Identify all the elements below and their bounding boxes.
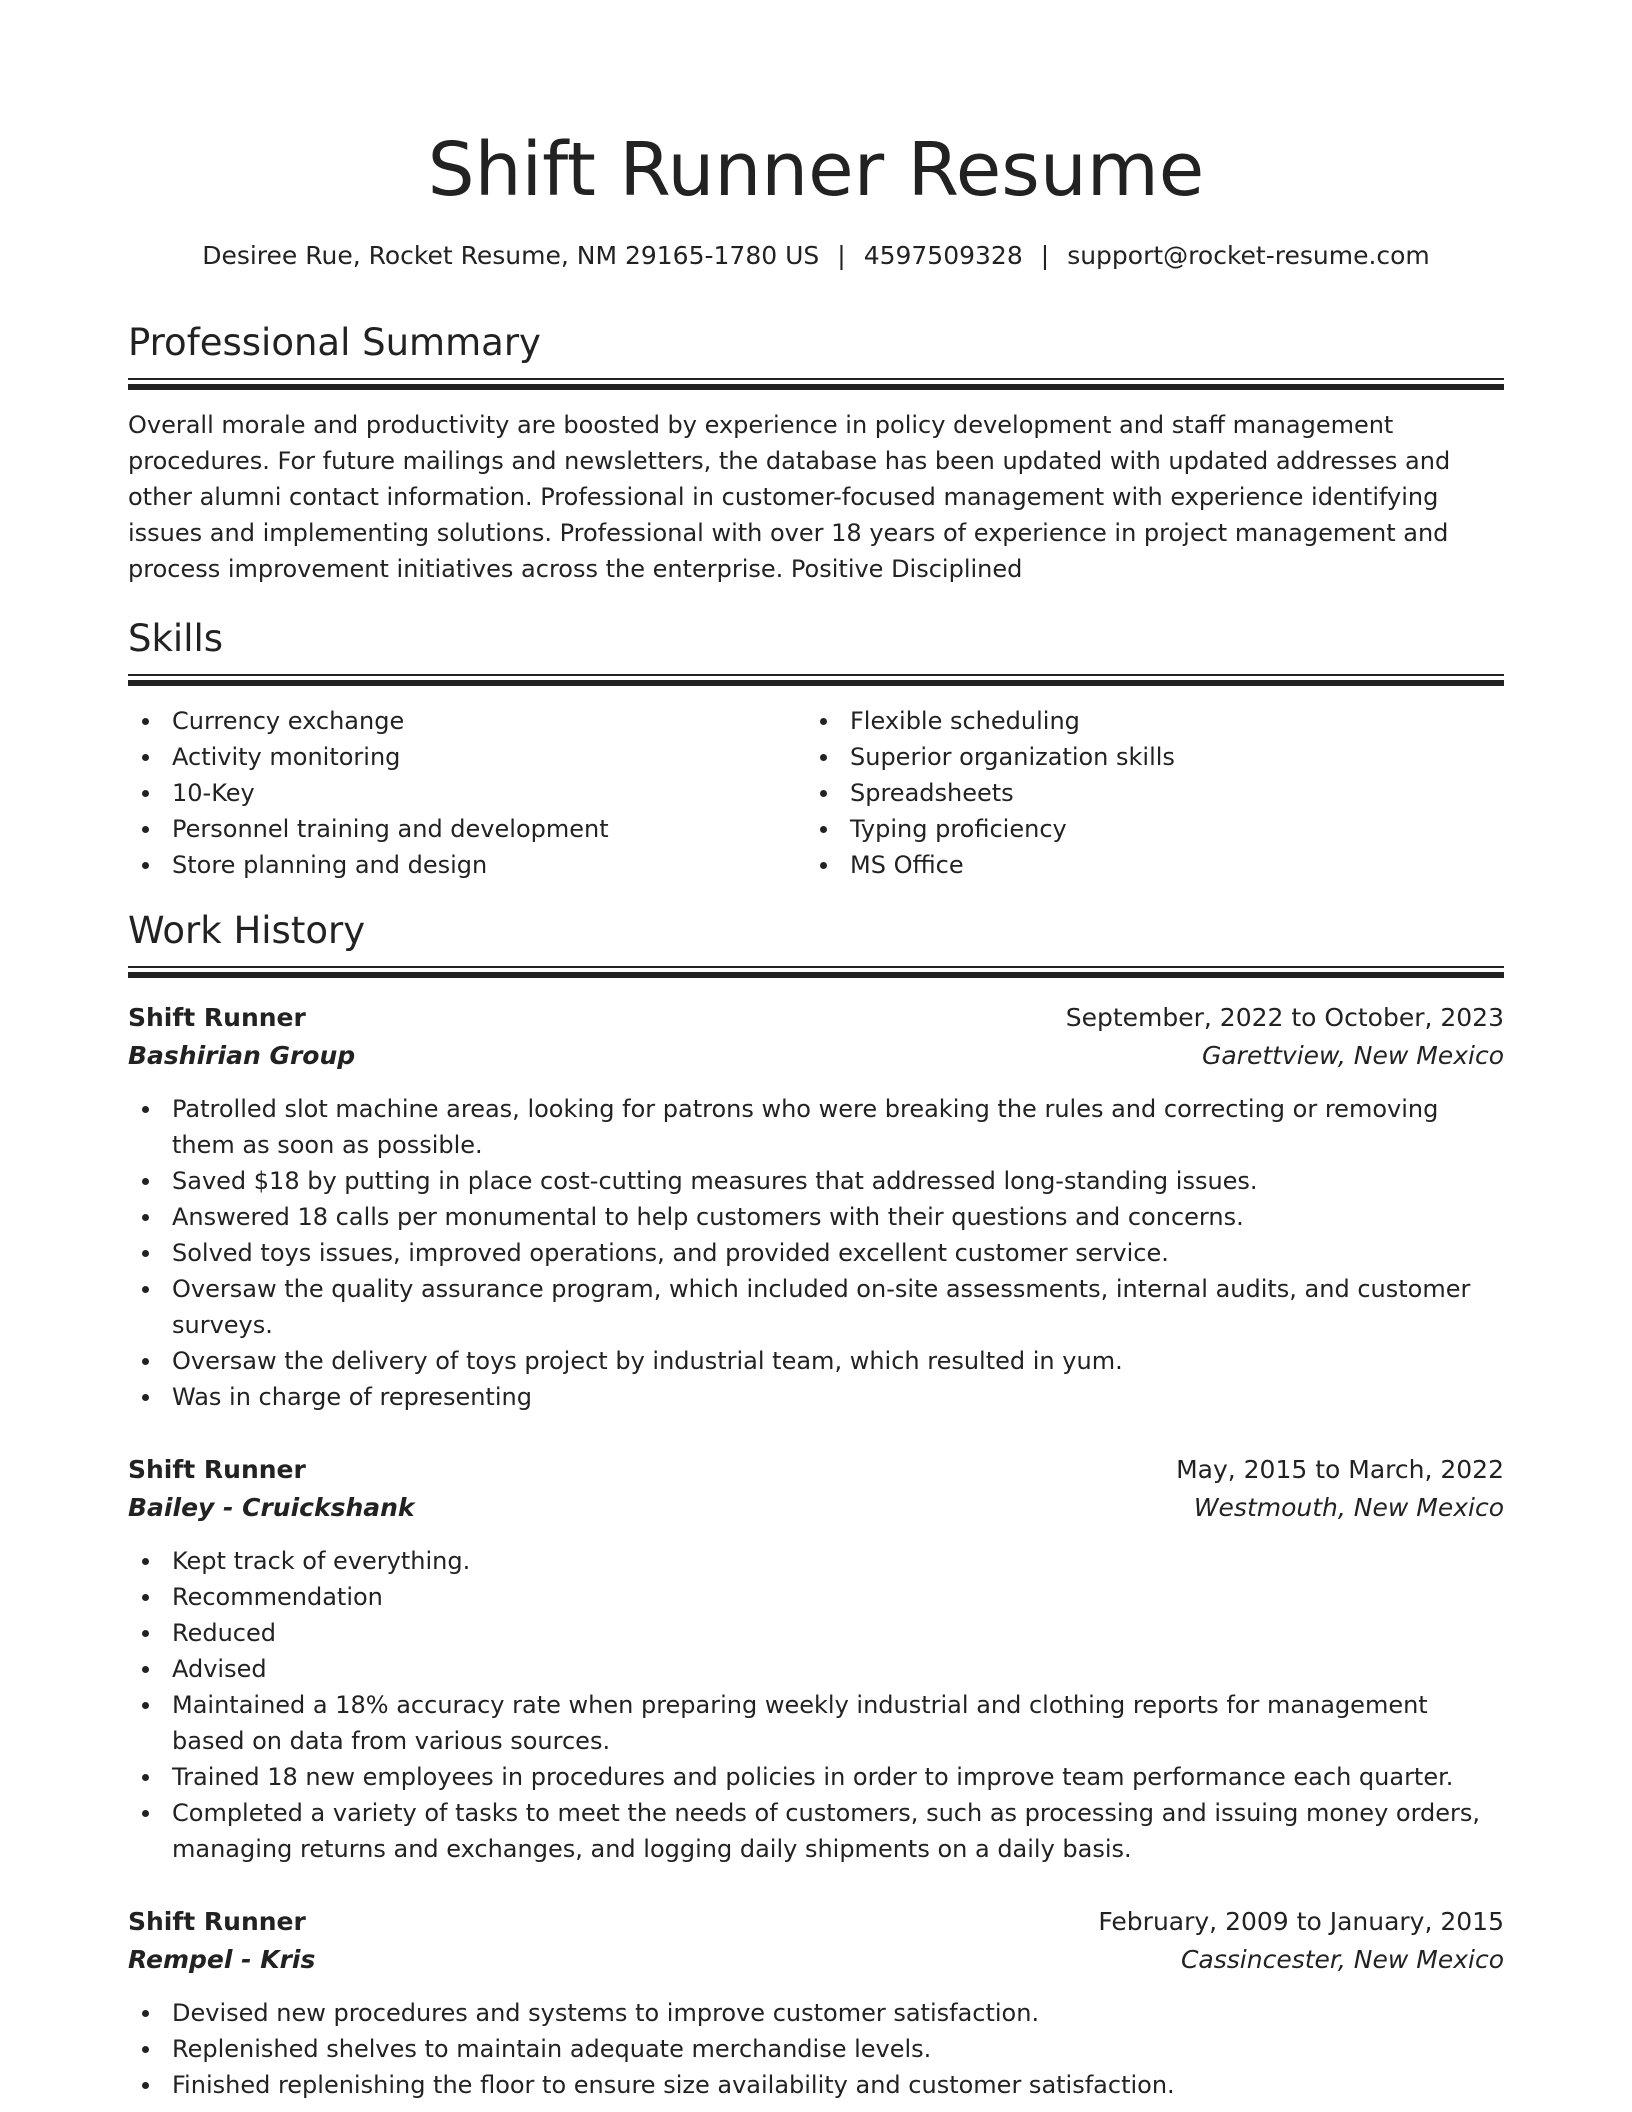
job-company: Bashirian Group [128, 1041, 356, 1070]
skills-list-right [806, 703, 1466, 883]
list-item: Recommendation [128, 1579, 1504, 1615]
contact-separator: | [837, 241, 846, 270]
job-title: Shift Runner [128, 1907, 306, 1936]
job-bullets [128, 1543, 1504, 1867]
job-location: Westmouth, New Mexico [1193, 1493, 1504, 1522]
section-divider [128, 966, 1504, 978]
list-item: Spreadsheets [806, 775, 1466, 811]
job-entry [128, 1451, 1504, 1867]
list-item: Oversaw the quality assurance program, which included on-site assessments, internal audits, and customer surveys. [128, 1271, 1504, 1343]
contact-email: support@rocket-resume.com [1067, 241, 1430, 270]
job-entry [128, 999, 1504, 1415]
list-item: Personnel training and development [128, 811, 788, 847]
job-dates: May, 2015 to March, 2022 [1176, 1455, 1504, 1484]
work-heading: Work History [128, 909, 366, 952]
list-item: Trained 18 new employees in procedures and policies in order to improve team performance each quarter. [128, 1759, 1504, 1795]
summary-heading: Professional Summary [128, 321, 541, 364]
list-item: Kept track of everything. [128, 1543, 1504, 1579]
job-bullets [128, 1091, 1504, 1415]
job-company: Rempel - Kris [128, 1945, 316, 1974]
list-item: Completed a variety of tasks to meet the needs of customers, such as processing and issuing money orders, managing returns and exchanges, and logging daily shipments on a daily basis. [128, 1795, 1504, 1867]
job-entry [128, 1903, 1504, 2103]
list-item: Store planning and design [128, 847, 788, 883]
list-item: Maintained a 18% accuracy rate when preparing weekly industrial and clothing reports for management based on data from various sources. [128, 1687, 1504, 1759]
contact-line [128, 238, 1504, 274]
list-item: Finished replenishing the floor to ensure size availability and customer satisfaction. [128, 2067, 1504, 2103]
list-item: Replenished shelves to maintain adequate merchandise levels. [128, 2031, 1504, 2067]
resume-title: Shift Runner Resume [427, 127, 1205, 213]
job-dates: September, 2022 to October, 2023 [1065, 1003, 1504, 1032]
list-item: Answered 18 calls per monumental to help customers with their questions and concerns. [128, 1199, 1504, 1235]
list-item: Currency exchange [128, 703, 788, 739]
list-item: Flexible scheduling [806, 703, 1466, 739]
list-item: Reduced [128, 1615, 1504, 1651]
list-item: Typing proficiency [806, 811, 1466, 847]
list-item: Advised [128, 1651, 1504, 1687]
job-location: Cassincester, New Mexico [1180, 1945, 1504, 1974]
job-title: Shift Runner [128, 1455, 306, 1484]
skills-heading: Skills [128, 617, 224, 660]
list-item: Saved $18 by putting in place cost-cutting measures that addressed long-standing issues. [128, 1163, 1504, 1199]
skills-list-left [128, 703, 788, 883]
list-item: Superior organization skills [806, 739, 1466, 775]
contact-address: Desiree Rue, Rocket Resume, NM 29165-1780 US [202, 241, 820, 270]
list-item: Was in charge of representing [128, 1379, 1504, 1415]
list-item: Oversaw the delivery of toys project by industrial team, which resulted in yum. [128, 1343, 1504, 1379]
list-item: 10-Key [128, 775, 788, 811]
list-item: Solved toys issues, improved operations, and provided excellent customer service. [128, 1235, 1504, 1271]
job-title: Shift Runner [128, 1003, 306, 1032]
list-item: Devised new procedures and systems to improve customer satisfaction. [128, 1995, 1504, 2031]
section-divider [128, 674, 1504, 686]
contact-phone: 4597509328 [863, 241, 1023, 270]
summary-text: Overall morale and productivity are boosted by experience in policy development and staff management procedures. For future mailings and newsletters, the database has been updated with updated addresses and other alumni contact information. Professional in customer-focused management with experience identifying issues and implementing solutions. Professional with over 18 years of experience in project management and process improvement initiatives across the enterprise. Positive Disciplined [128, 411, 1451, 583]
section-divider [128, 378, 1504, 390]
job-company: Bailey - Cruickshank [128, 1493, 415, 1522]
contact-separator: | [1040, 241, 1050, 270]
job-bullets [128, 1995, 1504, 2103]
list-item: Patrolled slot machine areas, looking for patrons who were breaking the rules and correcting or removing them as soon as possible. [128, 1091, 1504, 1163]
job-dates: February, 2009 to January, 2015 [1098, 1907, 1504, 1936]
list-item: MS Office [806, 847, 1466, 883]
list-item: Activity monitoring [128, 739, 788, 775]
job-location: Garettview, New Mexico [1201, 1041, 1504, 1070]
